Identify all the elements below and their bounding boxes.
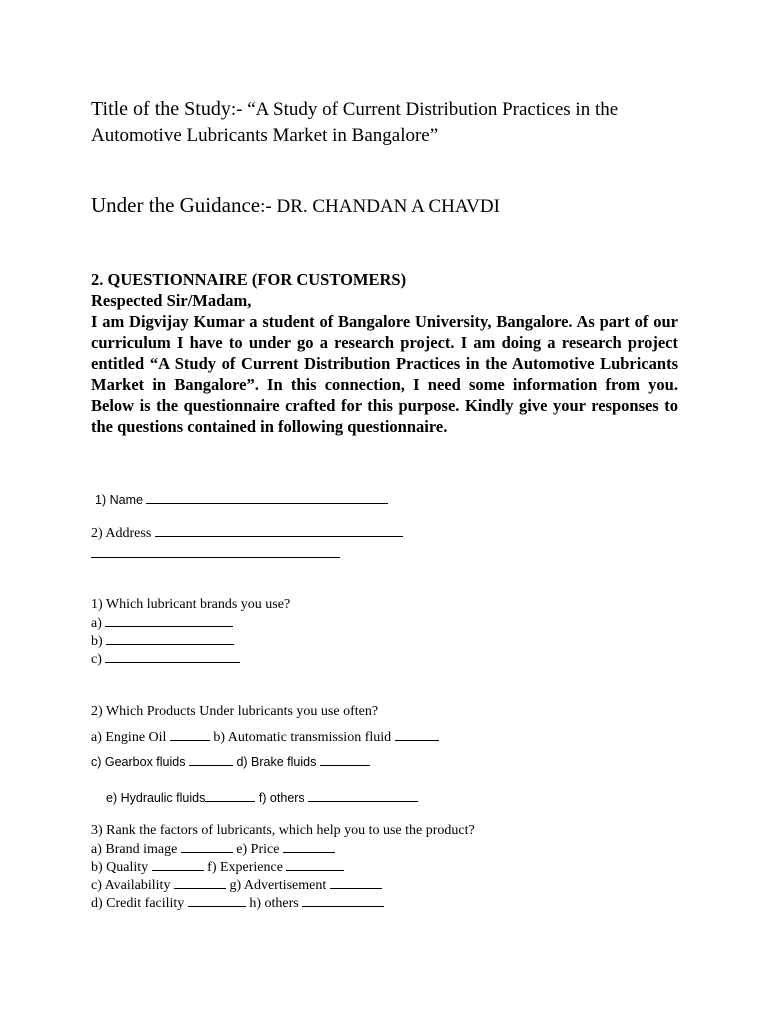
guidance-name: DR. CHANDAN A CHAVDI [276, 196, 500, 217]
name-label: 1) Name [95, 493, 143, 507]
q1-option-b-blank[interactable] [106, 632, 234, 645]
q3-availability-blank[interactable] [174, 876, 226, 889]
study-title-text-line1: “A Study of Current Distribution Practices in the [247, 99, 619, 120]
q2-engine-oil-blank[interactable] [170, 728, 210, 741]
study-title-separator: :- [230, 99, 248, 120]
q3-option-quality: b) Quality [91, 860, 149, 875]
q1-question: 1) Which lubricant brands you use? [91, 597, 291, 612]
q3-others-blank[interactable] [302, 894, 384, 907]
name-field [95, 491, 388, 507]
q1-option-c-blank[interactable] [105, 650, 240, 663]
address-field [91, 524, 403, 543]
q2-option-atf: b) Automatic transmission fluid [213, 730, 392, 745]
q3-row-4 [91, 894, 384, 913]
q2-option-engine-oil: a) Engine Oil [91, 730, 167, 745]
q3-row-2 [91, 858, 344, 877]
q1-option-a-blank[interactable] [105, 614, 233, 627]
q3-option-others: h) others [249, 896, 299, 911]
q1-option-b-label: b) [91, 634, 103, 649]
name-blank[interactable] [146, 491, 388, 504]
q3-row-1 [91, 840, 335, 859]
q2-option-brake-fluids: d) Brake fluids [236, 755, 317, 769]
address-blank-2[interactable] [91, 557, 340, 558]
q3-quality-blank[interactable] [152, 858, 204, 871]
study-title [91, 98, 618, 121]
guidance [91, 194, 500, 218]
study-title-text-line2: Automotive Lubricants Market in Bangalore” [91, 125, 439, 146]
q2-line3 [106, 789, 418, 805]
q2-others-blank[interactable] [308, 789, 418, 802]
q3-experience-blank[interactable] [286, 858, 344, 871]
q3-row-3 [91, 876, 382, 895]
q3-advertisement-blank[interactable] [330, 876, 382, 889]
q1-option-b [91, 632, 234, 651]
q1-option-c [91, 650, 240, 669]
section-heading: 2. QUESTIONNAIRE (FOR CUSTOMERS) [91, 270, 407, 289]
q3-price-blank[interactable] [283, 840, 335, 853]
q2-brake-blank[interactable] [320, 753, 370, 766]
q1-option-a [91, 614, 233, 633]
q3-option-experience: f) Experience [207, 860, 283, 875]
q2-question: 2) Which Products Under lubricants you use often? [91, 704, 379, 719]
q2-atf-blank[interactable] [395, 728, 439, 741]
intro-paragraph: I am Digvijay Kumar a student of Bangalore University, Bangalore. As part of our curriculum I have to under go a research project. I am doing a research project entitled “A Study of Current Distribution Practices in the Automotive Lubricants Market in Bangalore”. In this connection, I need some information from you. Below is the questionnaire crafted for this purpose. Kindly give your responses to the questions contained in following questionnaire. [91, 312, 678, 436]
q3-brand-image-blank[interactable] [181, 840, 233, 853]
q2-option-hydraulic-fluids: e) Hydraulic fluids [106, 791, 206, 805]
address-label: 2) Address [91, 526, 152, 541]
q3-credit-facility-blank[interactable] [188, 894, 246, 907]
q2-gearbox-blank[interactable] [189, 753, 233, 766]
study-title-label: Title of the Study [91, 98, 231, 120]
q3-option-credit-facility: d) Credit facility [91, 896, 185, 911]
q2-line1 [91, 728, 439, 747]
q2-line2 [91, 753, 370, 769]
q2-option-others: f) others [258, 791, 305, 805]
salutation: Respected Sir/Madam, [91, 291, 252, 310]
q2-hydraulic-blank[interactable] [205, 789, 255, 802]
q3-option-availability: c) Availability [91, 878, 171, 893]
guidance-label: Under the Guidance [91, 193, 261, 217]
q1-option-a-label: a) [91, 616, 102, 631]
guidance-separator: :- [260, 196, 277, 217]
q3-option-price: e) Price [236, 842, 280, 857]
q3-option-advertisement: g) Advertisement [229, 878, 327, 893]
q3-option-brand-image: a) Brand image [91, 842, 178, 857]
q3-question: 3) Rank the factors of lubricants, which help you to use the product? [91, 823, 475, 838]
address-blank-1[interactable] [155, 524, 403, 537]
q1-option-c-label: c) [91, 652, 102, 667]
q2-option-gearbox-fluids: c) Gearbox fluids [91, 755, 186, 769]
